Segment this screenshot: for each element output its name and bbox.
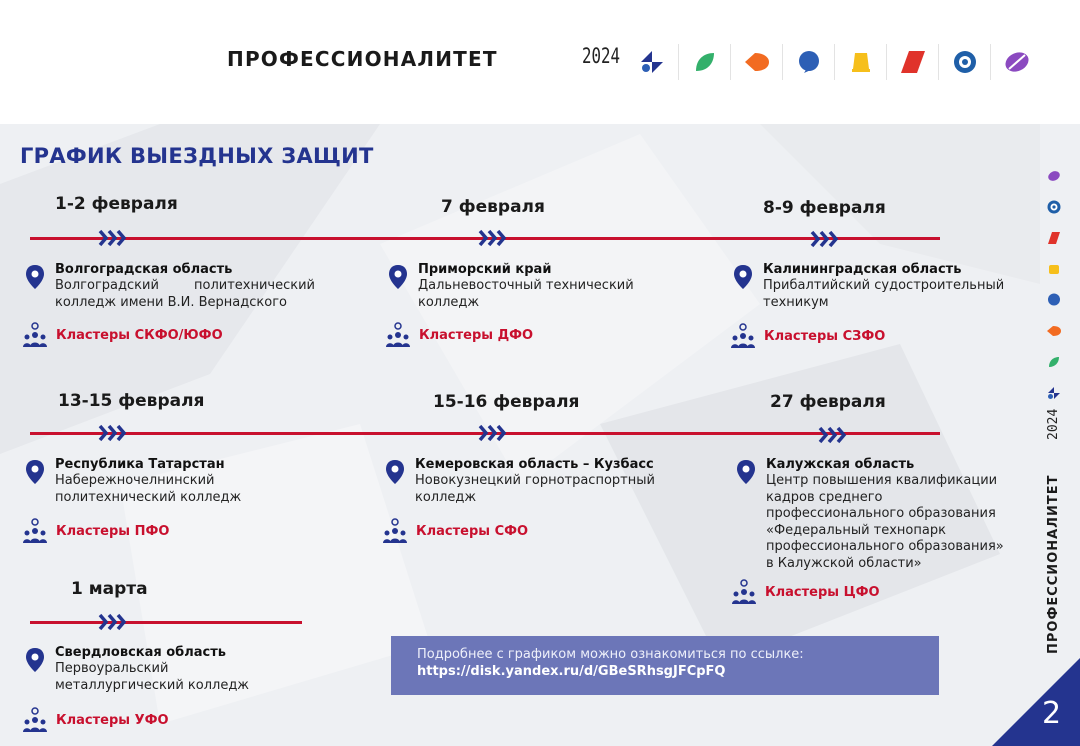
event-institution: [418, 278, 678, 311]
institution-line: колледж имени В.И. Вернадского: [55, 294, 287, 310]
institution-line: «Федеральный технопарк: [766, 522, 946, 538]
institution-line: Центр повышения квалификации: [766, 473, 998, 488]
chevron-arrows-icon: [810, 229, 840, 249]
chevron-arrows-icon: [818, 425, 848, 445]
institution-line: профессионального образования»: [766, 539, 1004, 554]
event-cluster: [22, 322, 223, 348]
institution-line: Прибалтийский судостроительный: [763, 278, 1005, 293]
yellow-bell-icon: [1046, 261, 1062, 277]
blue-bird-icon: [1046, 292, 1062, 308]
schedule-link[interactable]: https://disk.yandex.ru/d/GBeSRhsgJFCpFQ: [417, 664, 726, 679]
event-cluster: [382, 518, 528, 544]
institution-line: Новокузнецкий горнотраспортный: [415, 473, 655, 488]
chevron-arrows-icon: [478, 423, 508, 443]
event-region: Республика Татарстан: [55, 457, 225, 472]
event-region: Приморский край: [418, 262, 552, 277]
institution-line: Дальневосточный технический: [418, 278, 634, 293]
cluster-label: Кластеры ПФО: [56, 523, 170, 539]
people-group-icon: [382, 518, 408, 544]
header: [0, 0, 1080, 124]
event-cluster: [22, 707, 169, 733]
location-pin-icon: [385, 459, 405, 485]
page-title: ГРАФИК ВЫЕЗДНЫХ ЗАЩИТ: [20, 144, 374, 168]
people-group-icon: [22, 707, 48, 733]
brand-title: ПРОФЕССИОНАЛИТЕТ: [227, 47, 498, 71]
event-cluster: [731, 579, 880, 605]
event-region: Калининградская область: [763, 262, 962, 277]
info-text: Подробнее с графиком можно ознакомиться по ссылке:: [417, 647, 804, 662]
slide: [0, 124, 1080, 746]
chevron-arrows-icon: [478, 228, 508, 248]
location-pin-icon: [25, 459, 45, 485]
event-cluster: [22, 518, 169, 544]
event-institution: [55, 278, 315, 311]
cluster-label: Кластеры ДФО: [419, 327, 534, 343]
event-institution: [415, 473, 677, 506]
institution-line: в Калужской области»: [766, 555, 922, 571]
red-slash-icon: [1046, 230, 1062, 246]
institution-line: колледж: [418, 294, 480, 310]
institution-line: Первоуральский: [55, 661, 169, 676]
chevron-arrows-icon: [98, 228, 128, 248]
event-cluster: [730, 323, 885, 349]
page-number: 2: [1042, 696, 1062, 731]
side-year: 2024: [1046, 408, 1061, 440]
people-group-icon: [731, 579, 757, 605]
institution-line: кадров среднего: [766, 489, 883, 505]
chevron-arrows-icon: [98, 612, 128, 632]
event-date: 8-9 февраля: [763, 198, 886, 218]
blue-bird-icon: [782, 44, 834, 80]
event-region: Кемеровская область – Кузбасс: [415, 457, 654, 472]
blue-shape-icon: [1046, 385, 1062, 401]
event-region: Волгоградская область: [55, 262, 233, 277]
side-brand: ПРОФЕССИОНАЛИТЕТ: [1046, 474, 1061, 654]
green-leaf-icon: [1046, 354, 1062, 370]
institution-line: профессионального образования: [766, 506, 996, 521]
event-cluster: [385, 322, 533, 348]
institution-line: Набережночелнинский: [55, 473, 215, 488]
event-card: [736, 457, 1036, 577]
cluster-label: Кластеры СКФО/ЮФО: [56, 327, 223, 343]
location-pin-icon: [733, 264, 753, 290]
blue-ring-icon: [938, 44, 990, 80]
purple-leaf-icon: [990, 44, 1042, 80]
blue-shape-icon: [626, 44, 678, 80]
event-institution: [763, 278, 1023, 311]
event-region: Свердловская область: [55, 645, 227, 660]
brand-year: 2024: [582, 44, 620, 68]
green-leaf-icon: [678, 44, 730, 80]
orange-leaf-icon: [730, 44, 782, 80]
partner-logos: [626, 42, 1042, 82]
event-date: 1 марта: [71, 579, 148, 599]
cluster-label: Кластеры ЦФО: [765, 584, 880, 600]
location-pin-icon: [25, 647, 45, 673]
people-group-icon: [730, 323, 756, 349]
institution-line: металлургический колледж: [55, 677, 250, 693]
institution-line: техникум: [763, 294, 829, 310]
info-box: [391, 636, 939, 695]
event-date: 7 февраля: [441, 197, 545, 217]
event-date: 27 февраля: [770, 392, 886, 412]
institution-line: колледж: [415, 489, 477, 505]
location-pin-icon: [25, 264, 45, 290]
red-slash-icon: [886, 44, 938, 80]
chevron-arrows-icon: [98, 423, 128, 443]
event-card: [25, 645, 325, 705]
event-institution: [55, 473, 315, 506]
blue-ring-icon: [1046, 199, 1062, 215]
event-date: 15-16 февраля: [433, 392, 580, 412]
page-corner: [992, 658, 1080, 746]
people-group-icon: [22, 518, 48, 544]
cluster-label: Кластеры СФО: [416, 523, 529, 539]
orange-leaf-icon: [1046, 323, 1062, 339]
yellow-bell-icon: [834, 44, 886, 80]
location-pin-icon: [388, 264, 408, 290]
institution-line: политехнический колледж: [55, 489, 242, 505]
institution-line: Волгоградский политехнический: [55, 278, 315, 293]
people-group-icon: [385, 322, 411, 348]
timeline-line: [30, 621, 302, 624]
purple-leaf-icon: [1046, 168, 1062, 184]
cluster-label: Кластеры УФО: [56, 712, 169, 728]
cluster-label: Кластеры СЗФО: [764, 328, 886, 344]
event-institution: [766, 473, 1028, 572]
event-institution: [55, 661, 315, 694]
people-group-icon: [22, 322, 48, 348]
location-pin-icon: [736, 459, 756, 485]
event-date: 1-2 февраля: [55, 194, 178, 214]
event-region: Калужская область: [766, 457, 915, 472]
event-date: 13-15 февраля: [58, 391, 205, 411]
